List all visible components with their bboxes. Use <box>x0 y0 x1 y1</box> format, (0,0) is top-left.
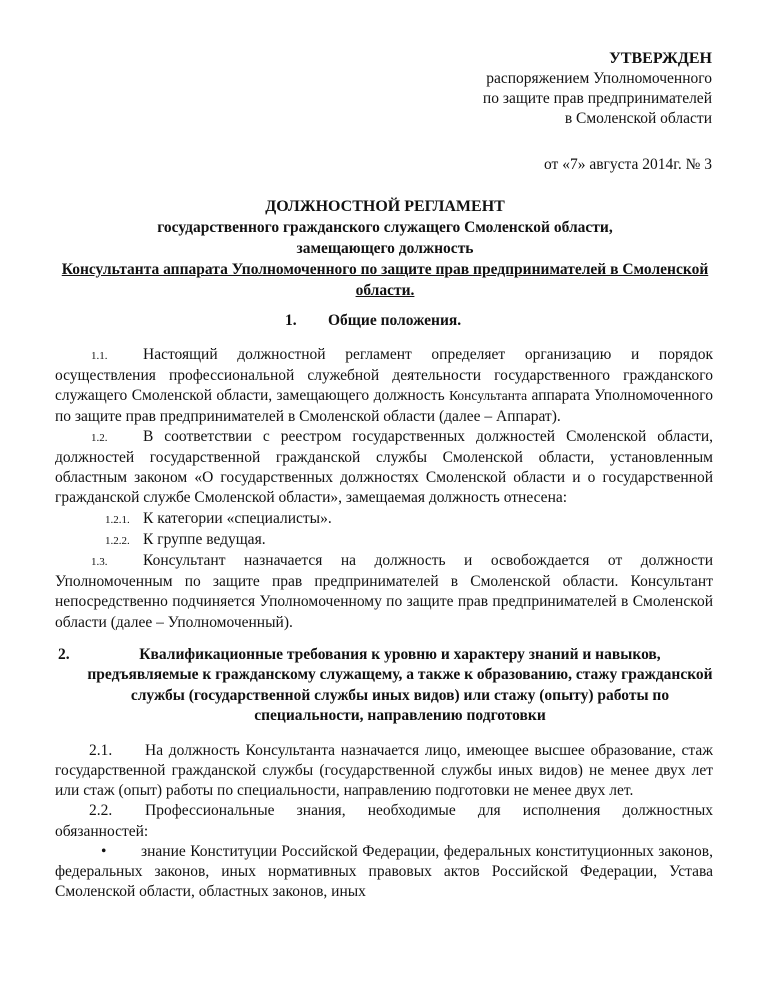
approval-block <box>392 49 712 175</box>
paragraph-number: 1.1. <box>91 350 108 362</box>
paragraph-number: 1.2.2. <box>105 534 130 547</box>
paragraph-1-2-1 <box>55 509 713 530</box>
paragraph-text: На должность Консультанта назначается лицо, имеющее высшее образование, стаж государственной гражданской службы (государственной службы иных видов) не менее двух лет или стаж (опыт) работы по специальности, направлению подготовки не менее двух лет. <box>55 741 713 800</box>
bullet-item <box>55 842 713 903</box>
title-position-name: Консультанта аппарата Уполномоченного по защите прав предпринимателей в Смоленской области. <box>61 261 709 299</box>
section-number: 2. <box>58 645 70 663</box>
approval-heading: УТВЕРЖДЕН <box>609 50 712 67</box>
paragraph-1-2-2 <box>55 530 713 551</box>
bullet-icon: • <box>101 842 107 860</box>
section-2-heading <box>55 645 713 727</box>
paragraph-1-2 <box>55 427 713 509</box>
title-line: замещающего должность <box>296 240 474 257</box>
paragraph-1-1 <box>55 345 713 427</box>
paragraph-text: Настоящий должностной регламент определяет организацию и порядок осуществления профессиональной служебной деятельности государственного гражданского служащего Смоленской области, замещающего должность <box>55 346 713 405</box>
paragraph-number: 1.2. <box>91 431 108 444</box>
paragraph-text: Консультанта <box>449 388 528 404</box>
paragraph-number: 1.2.1. <box>105 513 130 526</box>
approval-line: распоряжением Уполномоченного <box>486 70 712 87</box>
paragraph-number: 2.2. <box>89 802 113 820</box>
document-title <box>40 196 730 301</box>
paragraph-number: 1.3. <box>91 556 108 569</box>
approval-line: в Смоленской области <box>564 110 712 127</box>
paragraph-text: К группе ведущая. <box>143 530 266 548</box>
section-number: 1. <box>285 312 297 329</box>
approval-line: по защите прав предпринимателей <box>482 90 712 107</box>
paragraph-text: В соответствии с реестром государственных должностей Смоленской области, должностей государственной гражданской службы Смоленской области, установленным областным законом «О государственных должностях Смоленской области и о государственной гражданской службе Смоленской области», замещаемая должность отнесена: <box>55 427 713 507</box>
paragraph-number: 2.1. <box>89 741 113 759</box>
paragraph-text: Профессиональные знания, необходимые для исполнения должностных обязанностей: <box>55 802 713 840</box>
paragraph-2-1 <box>55 741 713 802</box>
bullet-text: знание Конституции Российской Федерации, федеральных конституционных законов, федеральных законов, иных нормативных правовых актов Российской Федерации, Устава Смоленской области, областных законов, иных <box>55 842 713 901</box>
paragraph-text: Консультант назначается на должность и освобождается от должности Уполномоченным по защите прав предпринимателей в Смоленской области. Консультант непосредственно подчиняется Уполномоченному по защите прав предпринимателей в Смоленской области (далее – Уполномоченный). <box>55 552 713 631</box>
approval-date: от «7» августа 2014г. № 3 <box>544 156 712 173</box>
title-line: государственного гражданского служащего Смоленской области, <box>157 219 613 236</box>
paragraph-text: аппарата Уполномоченного по защите прав предпринимателей в Смоленской области (далее – Аппарат). <box>55 387 713 425</box>
title-line: ДОЛЖНОСТНОЙ РЕГЛАМЕНТ <box>265 198 505 215</box>
section-title: Квалификационные требования к уровню и характеру знаний и навыков, предъявляемые к гражданскому служащему, а также к образованию, стажу гражданской службы (государственной службы иных видов) или стажу (опыту) работы по специальности, направлению подготовки <box>87 645 713 725</box>
paragraph-2-2 <box>55 801 713 841</box>
paragraph-1-3 <box>55 551 713 633</box>
spacer <box>55 727 713 741</box>
document-body <box>55 345 713 902</box>
paragraph-text: К категории «специалисты». <box>143 509 332 527</box>
section-title: Общие положения. <box>328 312 462 329</box>
